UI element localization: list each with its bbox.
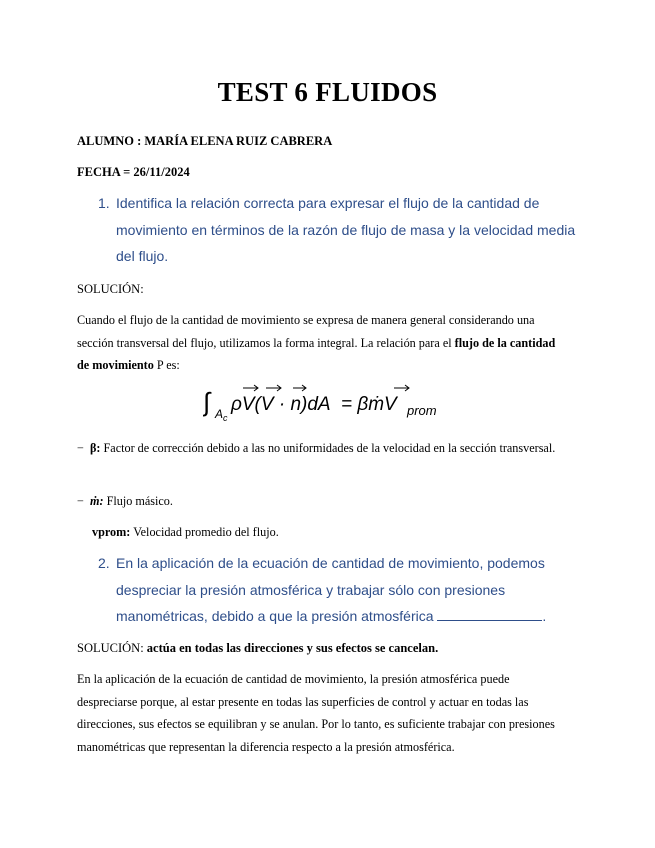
formula-graphic	[203, 381, 453, 423]
date-line: FECHA = 26/11/2024	[77, 165, 190, 179]
bullet-beta	[77, 437, 567, 460]
solution-1-text-a: Cuando el flujo de la cantidad de movimiento se expresa de manera general considerando una sección transversal del flujo, utilizamos la forma integral. La relación para el	[77, 313, 535, 350]
solution-1-paragraph	[77, 309, 567, 377]
formula-sub-c: c	[223, 413, 228, 423]
student-name: ALUMNO : MARÍA ELENA RUIZ CABRERA	[77, 134, 333, 148]
bullet-mdot-symbol: ṁ:	[89, 494, 104, 508]
bullet-dash: −	[77, 441, 84, 455]
formula-prom: prom	[407, 403, 437, 418]
formula-rhs: = βṁV	[341, 394, 397, 415]
formula-sub-a: A	[215, 407, 224, 421]
page-title: TEST 6 FLUIDOS	[217, 77, 438, 107]
question-2-number: 2.	[98, 555, 110, 571]
bullet-beta-text: Factor de corrección debido a las no uniformidades de la velocidad en la sección transversal.	[100, 441, 556, 455]
vector-arrow-icon	[266, 385, 281, 391]
solution-2-line	[77, 641, 438, 656]
vector-arrow-icon	[293, 385, 306, 391]
bullet-mdot-text: Flujo másico.	[103, 494, 173, 508]
question-1	[98, 190, 578, 270]
vprom-text: Velocidad promedio del flujo.	[130, 525, 279, 539]
answer-blank	[437, 606, 542, 621]
bullet-dash: −	[77, 494, 84, 508]
question-2-text-wrap	[98, 550, 548, 630]
vector-arrow-icon	[243, 385, 258, 391]
solution-2-label: SOLUCIÓN:	[77, 641, 147, 655]
vprom-symbol: vprom:	[92, 525, 131, 539]
vprom-line	[92, 521, 582, 544]
vector-arrow-icon	[394, 385, 409, 391]
solution-2-paragraph: En la aplicación de la ecuación de cantidad de movimiento, la presión atmosférica puede despreciarse porque, al estar presente en todas las superficies de control y actuar en todas las direcciones, sus efectos se equilibran y se anulan. Por lo tanto, es suficiente trabajar con presiones manométricas que representan la diferencia respecto a la presión atmosférica.	[77, 672, 555, 754]
solution-1-bold: flujo de la cantidad de movimiento	[77, 335, 556, 372]
formula-body: ρV(V · n)dA	[231, 394, 331, 415]
solution-1-label: SOLUCIÓN:	[77, 282, 144, 296]
formula-integral: ∫	[203, 387, 211, 417]
question-1-text: Identifica la relación correcta para expresar el flujo de la cantidad de movimiento en términos de la razón de flujo de masa y la velocidad media del flujo.	[116, 195, 576, 264]
solution-2-answer: actúa en todas las direcciones y sus efectos se cancelan.	[146, 641, 439, 655]
question-2-end: .	[542, 608, 547, 624]
solution-1-text-b: P es:	[153, 358, 180, 372]
momentum-flux-formula	[203, 381, 453, 423]
question-2	[98, 550, 548, 630]
bullet-mass-flow	[77, 490, 567, 513]
bullet-beta-symbol: β:	[89, 441, 101, 455]
question-1-number: 1.	[98, 195, 110, 211]
question-2-text: En la aplicación de la ecuación de cantidad de movimiento, podemos despreciar la presión atmosférica y trabajar sólo con presiones manométricas, debido a que la presión atmosférica	[116, 555, 545, 624]
